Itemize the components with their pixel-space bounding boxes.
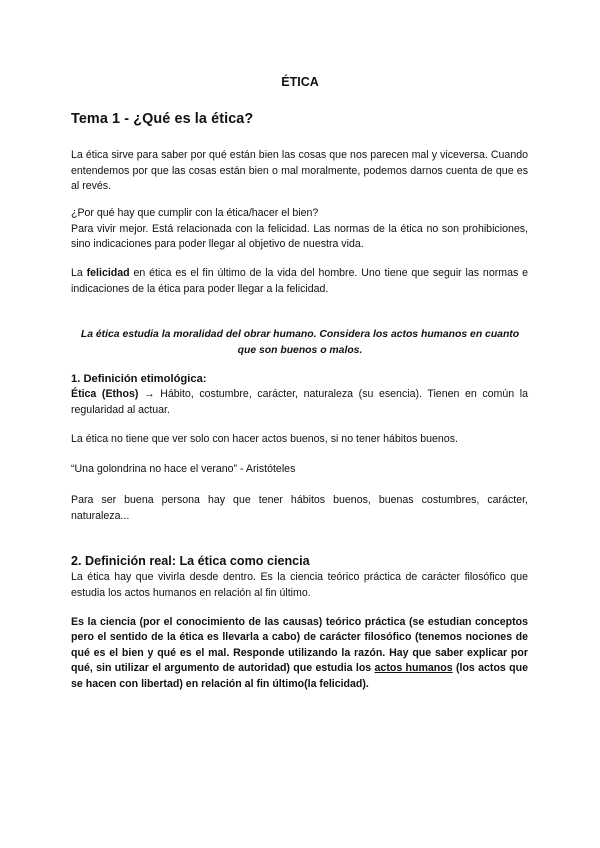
tema1-question: ¿Por qué hay que cumplir con la ética/hacer el bien? bbox=[71, 207, 319, 219]
ethics-quote: La ética estudia la moralidad del obrar humano. Considera los actos humanos en cuanto que son buenos o malos. bbox=[80, 329, 520, 356]
actos-humanos-term: actos humanos bbox=[374, 662, 453, 675]
tema1-paragraph-1: La ética sirve para saber por qué están bien las cosas que nos parecen mal y viceversa. Cuando entendemos por que las cosas están bien o mal moralmente, podemos darnos cuenta de que es al revés. bbox=[71, 149, 528, 193]
section2-bold-definition bbox=[71, 615, 528, 692]
tema1-question-block bbox=[71, 206, 528, 253]
ethos-definition bbox=[71, 387, 528, 418]
section2-heading: 2. Definición real: La ética como ciencia bbox=[71, 554, 310, 568]
section2-bold-post: (los actos que se hacen con libertad) en relación al fin último(la felicidad). bbox=[71, 662, 528, 690]
section1-heading: 1. Definición etimológica: bbox=[71, 373, 207, 385]
aristotle-citation: “Una golondrina no hace el verano” - Aristóteles bbox=[71, 463, 296, 475]
tema1-felicidad-paragraph bbox=[71, 266, 528, 297]
tema1-answer: Para vivir mejor. Está relacionada con la felicidad. Las normas de la ética no son prohibiciones, sino indicaciones para poder llegar al objetivo de nuestra vida. bbox=[71, 222, 528, 251]
document-title: ÉTICA bbox=[281, 75, 319, 89]
ethos-term: Ética (Ethos) bbox=[71, 388, 139, 400]
tema1-heading: Tema 1 - ¿Qué es la ética? bbox=[71, 111, 254, 127]
felicidad-term: felicidad bbox=[86, 267, 130, 279]
tema1-p3-pre: La bbox=[71, 267, 87, 279]
section1-paragraph-4: Para ser buena persona hay que tener hábitos buenos, buenas costumbres, carácter, naturaleza... bbox=[71, 494, 528, 522]
section1-paragraph-2: La ética no tiene que ver solo con hacer actos buenos, si no tener hábitos buenos. bbox=[71, 433, 458, 445]
section2-paragraph-1: La ética hay que vivirla desde dentro. Es la ciencia teórico práctica de carácter filosófico que estudia los actos humanos en relación al fin último. bbox=[71, 571, 528, 599]
tema1-p3-post: en ética es el fin último de la vida del hombre. Uno tiene que seguir las normas e indicaciones de la ética para poder llegar a la felicidad. bbox=[71, 267, 528, 295]
section2-bold-pre: Es la ciencia (por el conocimiento de las causas) teórico práctica (se estudian conceptos pero el sentido de la ética es llevarla a cabo) de carácter filosófico (tenemos nociones de qué es el bien y qué es el mal. Responde utilizando la razón. Hay que saber explicar por qué, sin utilizar el argumento de autoridad) que estudia los bbox=[71, 616, 528, 675]
ethos-description: → Hábito, costumbre, carácter, naturaleza (su esencia). Tienen en común la regularidad al actuar. bbox=[71, 388, 528, 416]
